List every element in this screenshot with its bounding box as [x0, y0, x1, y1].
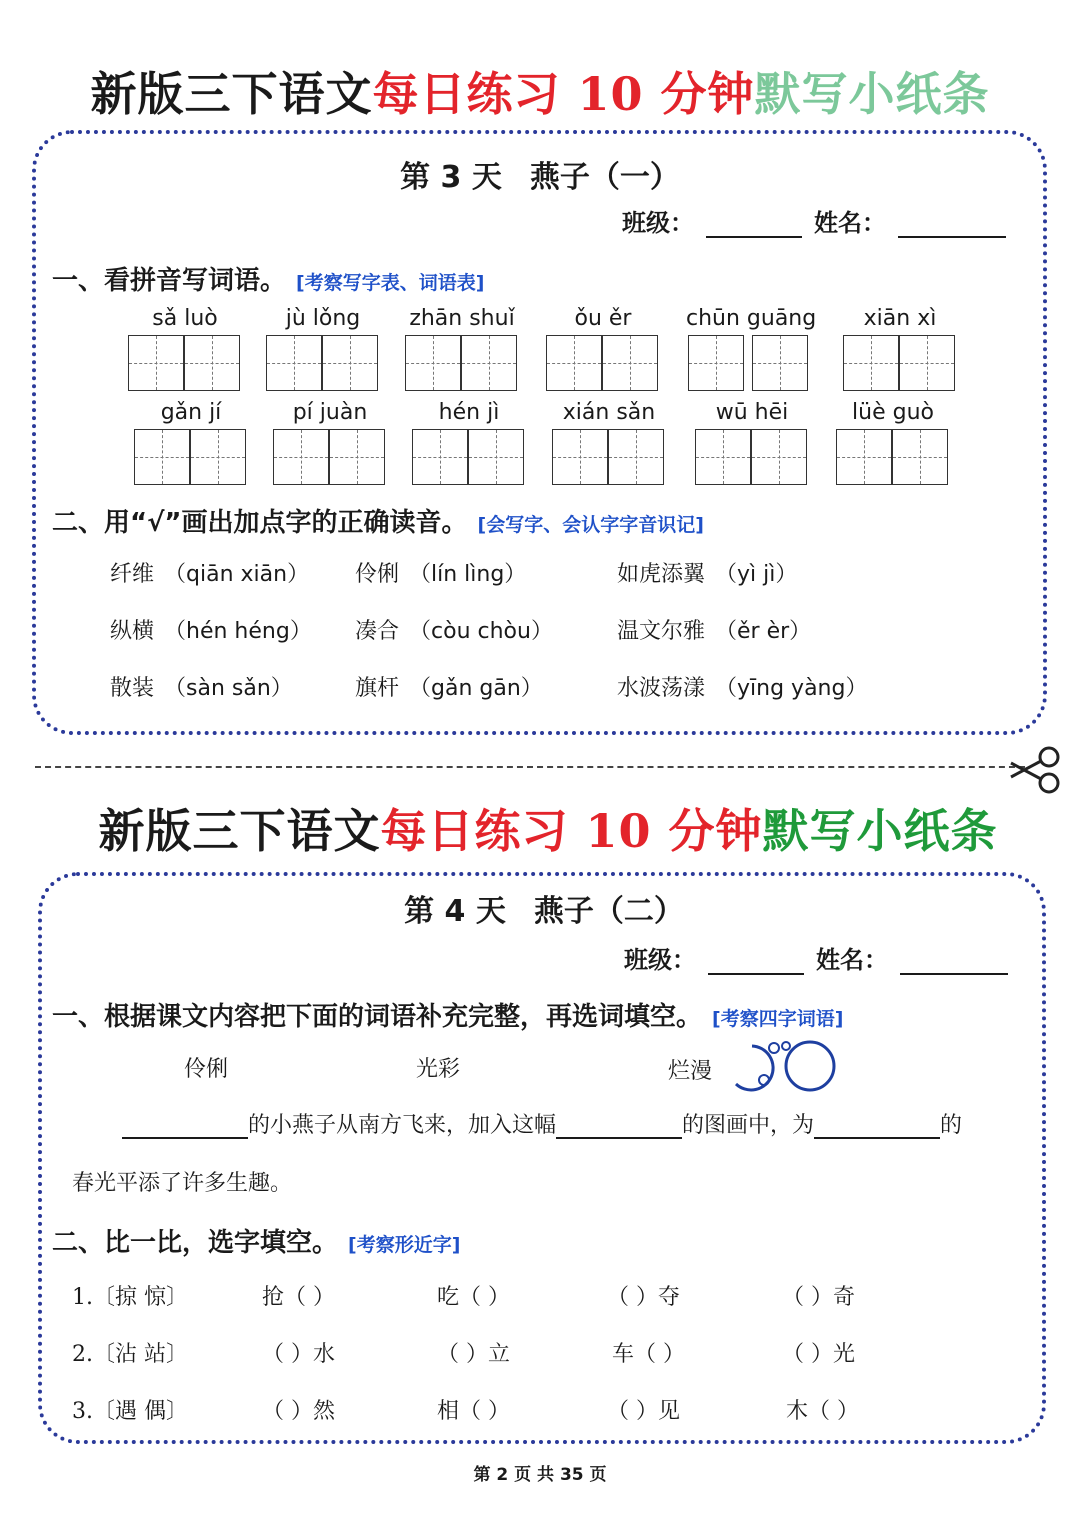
writing-box[interactable]: [412, 429, 468, 485]
item-word: 凑合: [355, 619, 400, 644]
compare-cell[interactable]: 相（ ）: [437, 1399, 510, 1424]
pinyin-label: ǒu ěr: [574, 306, 632, 331]
item-word: 散装: [110, 676, 155, 701]
item-word: 如虎添翼: [617, 562, 706, 587]
writing-box[interactable]: [552, 429, 608, 485]
writing-box[interactable]: [751, 429, 807, 485]
word-guangcai: 光彩: [416, 1057, 461, 1082]
sheet1-title: [0, 58, 1080, 124]
sheet2-class-name: [624, 940, 1020, 975]
name-blank[interactable]: [900, 951, 1008, 975]
sentence-part: 的图画中，为: [682, 1113, 815, 1138]
class-blank[interactable]: [708, 951, 804, 975]
writing-box[interactable]: [752, 335, 808, 391]
pinyin-label: zhān shuǐ: [409, 306, 515, 331]
fill-sentence-line2: 春光平添了许多生趣。: [72, 1171, 293, 1196]
item-options: （lín lìng）: [409, 562, 527, 587]
part1-heading-text: 一、根据课文内容把下面的词语补充完整，再选词填空。: [52, 1002, 703, 1032]
fill-blank[interactable]: [814, 1113, 940, 1139]
pronunciation-item[interactable]: [355, 557, 526, 588]
writing-box[interactable]: [688, 335, 744, 391]
item-options: （gǎn gān）: [409, 676, 543, 701]
title-red-text: 每日练习 10 分钟: [372, 67, 755, 121]
bubble-decoration-icon: [730, 1040, 840, 1094]
sheet2-part1-heading: [52, 996, 843, 1033]
sheet2-part2-heading: [52, 1222, 460, 1259]
writing-box[interactable]: [266, 335, 322, 391]
pronunciation-item[interactable]: [110, 614, 312, 645]
class-label: 班级：: [624, 946, 696, 974]
compare-row-label: 2.〔沾 站〕: [72, 1342, 188, 1367]
writing-box[interactable]: [843, 335, 899, 391]
pronunciation-item[interactable]: [110, 557, 309, 588]
title-black-text: 新版三下语文: [98, 804, 381, 858]
name-label: 姓名：: [814, 209, 886, 237]
pronunciation-item[interactable]: [617, 557, 797, 588]
item-options: （yì jì）: [715, 562, 798, 587]
fill-blank[interactable]: [122, 1113, 248, 1139]
compare-row-label: 1.〔掠 惊〕: [72, 1285, 188, 1310]
compare-cell[interactable]: （ ）光: [782, 1342, 855, 1367]
sheet2-title: [8, 795, 1080, 861]
item-options: （hén héng）: [164, 619, 312, 644]
sheet1-class-name: [622, 203, 1018, 238]
part1-tag: [考察写字表、词语表]: [296, 272, 485, 294]
name-blank[interactable]: [898, 214, 1006, 238]
scissors-icon: [1005, 745, 1063, 795]
pinyin-label: gǎn jí: [160, 400, 222, 425]
lesson-label: 燕子（二）: [533, 894, 684, 929]
writing-box[interactable]: [128, 335, 184, 391]
pronunciation-item[interactable]: [617, 671, 867, 702]
item-options: （sàn sǎn）: [164, 676, 293, 701]
pinyin-label: jù lǒng: [285, 306, 361, 331]
compare-cell[interactable]: （ ）立: [437, 1342, 510, 1367]
fill-sentence-line1: [122, 1108, 962, 1139]
part2-heading-text: 二、比一比，选字填空。: [52, 1228, 339, 1258]
day-label: 第 4 天: [404, 894, 506, 929]
page-number: 第 2 页 共 35 页: [473, 1465, 607, 1485]
pronunciation-item[interactable]: [355, 671, 543, 702]
writing-box[interactable]: [468, 429, 524, 485]
writing-box[interactable]: [190, 429, 246, 485]
lesson-label: 燕子（一）: [529, 160, 680, 195]
part1-tag: [考察四字词语]: [712, 1008, 844, 1030]
sheet2-day-title: [4, 886, 1080, 930]
word-lingli: 伶俐: [184, 1057, 229, 1082]
compare-cell[interactable]: （ ）见: [607, 1399, 680, 1424]
writing-box[interactable]: [602, 335, 658, 391]
compare-cell[interactable]: （ ）奇: [782, 1285, 855, 1310]
compare-cell[interactable]: （ ）夺: [607, 1285, 680, 1310]
writing-box[interactable]: [892, 429, 948, 485]
item-word: 水波荡漾: [617, 676, 706, 701]
sentence-part: 的: [940, 1113, 963, 1138]
writing-box[interactable]: [899, 335, 955, 391]
item-word: 温文尔雅: [617, 619, 706, 644]
sheet1-part1-heading: [52, 260, 484, 297]
pinyin-label: hén jì: [438, 400, 500, 425]
writing-box[interactable]: [322, 335, 378, 391]
writing-box[interactable]: [546, 335, 602, 391]
item-options: （ěr èr）: [715, 619, 812, 644]
sentence-part: 的小燕子从南方飞来，加入这幅: [248, 1113, 557, 1138]
pronunciation-item[interactable]: [110, 671, 293, 702]
day-label: 第 3 天: [400, 160, 502, 195]
writing-box[interactable]: [134, 429, 190, 485]
writing-box[interactable]: [329, 429, 385, 485]
sheet1-day-title: [0, 152, 1080, 196]
class-label: 班级：: [622, 209, 694, 237]
pronunciation-item[interactable]: [617, 614, 811, 645]
writing-box[interactable]: [695, 429, 751, 485]
writing-box[interactable]: [836, 429, 892, 485]
item-options: （còu chòu）: [409, 619, 553, 644]
writing-box[interactable]: [273, 429, 329, 485]
writing-box[interactable]: [405, 335, 461, 391]
pinyin-label: pí juàn: [292, 400, 368, 425]
sheet1-part2-heading: [52, 502, 704, 539]
compare-row-label: 3.〔遇 偶〕: [72, 1399, 188, 1424]
item-options: （yīng yàng）: [715, 676, 868, 701]
pinyin-label: wū hēi: [715, 400, 789, 425]
part1-heading-text: 一、看拼音写词语。: [52, 266, 287, 296]
compare-cell[interactable]: 木（ ）: [786, 1399, 859, 1424]
pronunciation-item[interactable]: [355, 614, 553, 645]
title-green-text: 默写小纸条: [762, 804, 998, 858]
fill-blank[interactable]: [556, 1113, 682, 1139]
word-lanman: 烂漫: [668, 1059, 713, 1084]
item-word: 伶俐: [355, 562, 400, 587]
pinyin-label: lüè guò: [852, 400, 934, 425]
pinyin-label: xiān xì: [863, 306, 937, 331]
item-word: 旗杆: [355, 676, 400, 701]
part2-tag: [会写字、会认字字音识记]: [477, 514, 704, 536]
cut-line: [35, 766, 1025, 768]
item-word: 纵横: [110, 619, 155, 644]
compare-cell[interactable]: （ ）然: [262, 1399, 335, 1424]
name-label: 姓名：: [816, 946, 888, 974]
title-green-text: 默写小纸条: [754, 67, 990, 121]
class-blank[interactable]: [706, 214, 802, 238]
writing-box[interactable]: [184, 335, 240, 391]
pinyin-label: xián sǎn: [562, 400, 656, 425]
compare-cell[interactable]: 吃（ ）: [437, 1285, 510, 1310]
compare-cell[interactable]: （ ）水: [262, 1342, 335, 1367]
title-black-text: 新版三下语文: [90, 67, 373, 121]
item-word: 纤维: [110, 562, 155, 587]
compare-cell[interactable]: 车（ ）: [612, 1342, 685, 1367]
part2-heading-text: 二、用“√”画出加点字的正确读音。: [52, 508, 468, 538]
part2-tag: [考察形近字]: [348, 1234, 461, 1256]
compare-cell[interactable]: 抢（ ）: [262, 1285, 335, 1310]
pinyin-label: chūn guāng: [686, 306, 817, 331]
item-options: （qiān xiān）: [164, 562, 310, 587]
title-red-text: 每日练习 10 分钟: [380, 804, 763, 858]
writing-box[interactable]: [608, 429, 664, 485]
pinyin-label: sǎ luò: [152, 306, 218, 331]
writing-box[interactable]: [461, 335, 517, 391]
